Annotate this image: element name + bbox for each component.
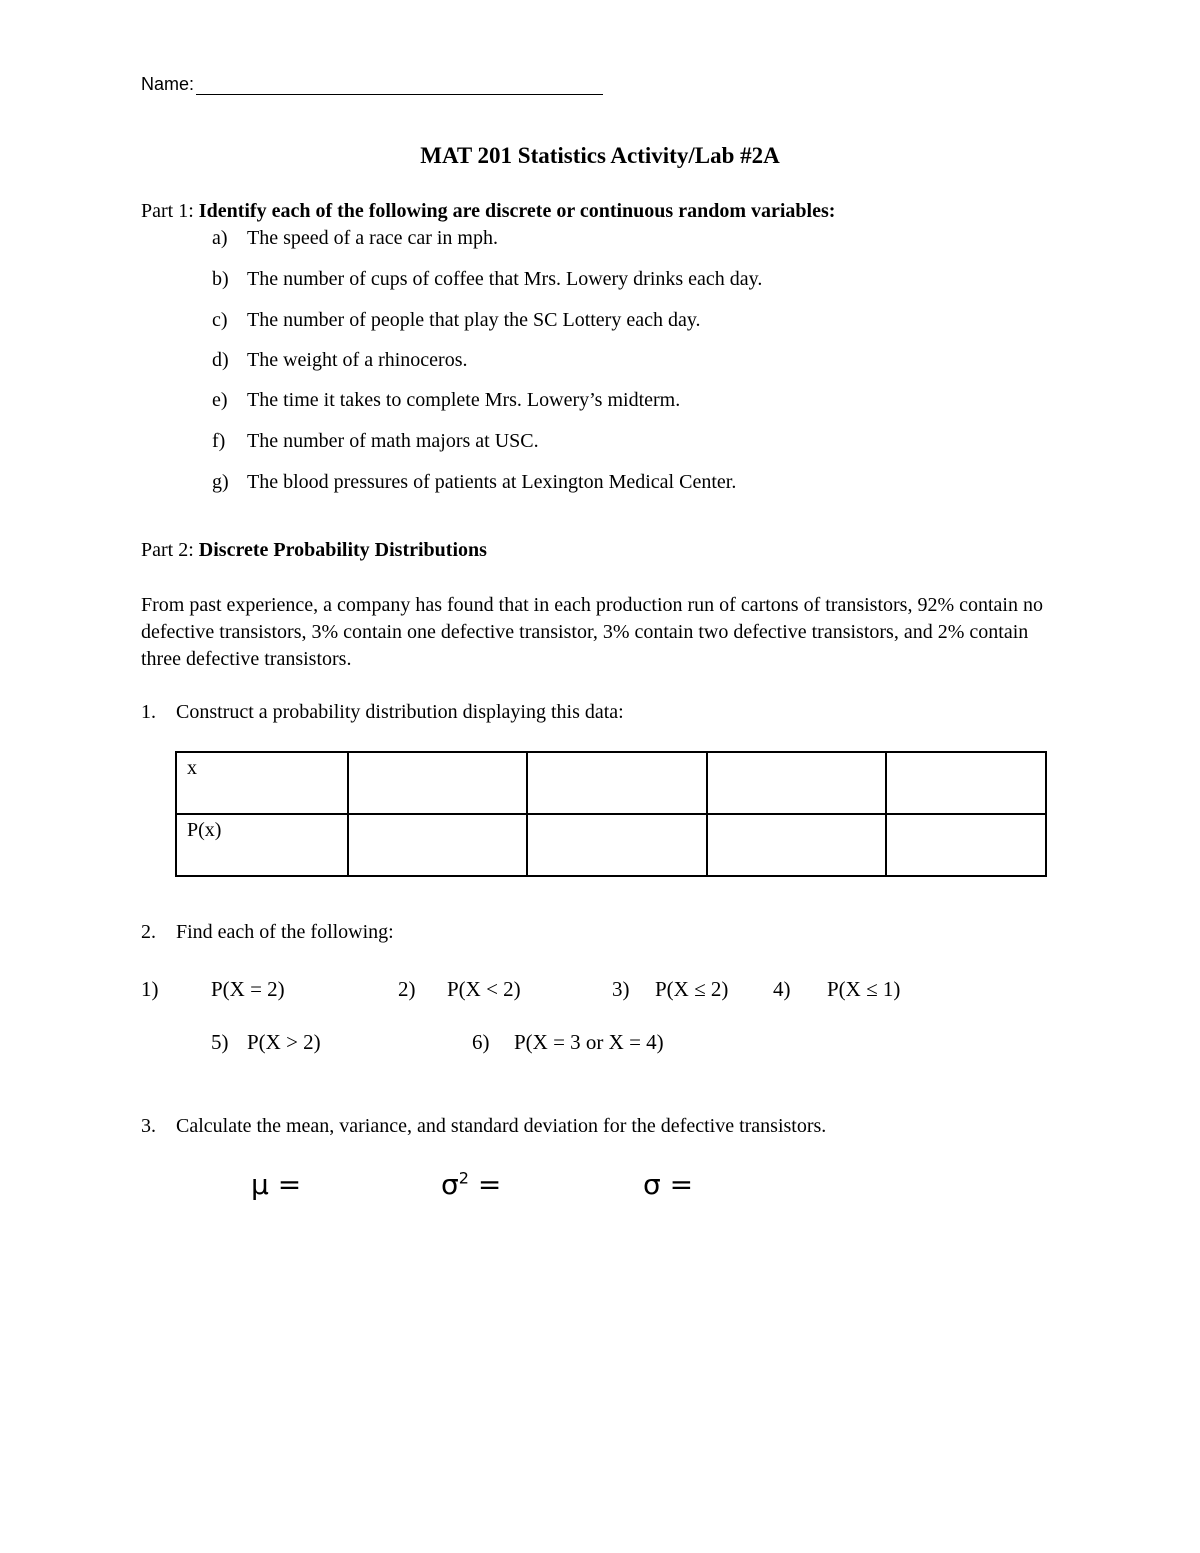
probability-item-num: 3) [612,977,630,1001]
question-3: 3. Calculate the mean, variance, and standard deviation for the defective transistors. [141,1115,827,1137]
variance-label: $\sigma^2$ = [441,1168,502,1201]
blank-cell[interactable] [707,814,887,876]
name-blank-line[interactable] [196,76,603,95]
name-field [141,74,603,95]
table-row [176,752,1046,814]
blank-cell[interactable] [348,814,528,876]
table-row [176,814,1046,876]
std-dev-label: σ = [643,1168,694,1201]
list-item: e) The time it takes to complete Mrs. Lowery’s midterm. [212,389,681,411]
blank-cell[interactable] [886,814,1046,876]
problem-paragraph: From past experience, a company has found that in each production run of cartons of transistors, 92% contain no defective transistors, 3% contain one defective transistor, 3% contain two defective transistors, and 2% contain three defective transistors. [141,594,1043,670]
probability-item-num: 4) [773,977,791,1001]
probability-item-expr: P(X ≤ 2) [655,977,729,1001]
part1-heading [141,200,835,223]
mean-label: μ = [251,1168,302,1201]
blank-cell[interactable] [886,752,1046,814]
list-item: c) The number of people that play the SC Lottery each day. [212,309,701,331]
part2-heading [141,539,487,562]
row-label-x: x [176,752,348,814]
list-item: a) The speed of a race car in mph. [212,227,498,249]
row-label-px: P(x) [176,814,348,876]
part1-instructions: Identify each of the following are discrete or continuous random variables: [198,200,836,222]
probability-item-expr: P(X < 2) [447,977,521,1001]
probability-item-expr: P(X = 2) [211,977,285,1001]
name-label: Name: [141,74,195,94]
blank-cell[interactable] [348,752,528,814]
worksheet-title: MAT 201 Statistics Activity/Lab #2A [420,143,780,168]
list-item: g) The blood pressures of patients at Lexington Medical Center. [212,471,737,493]
question-1: 1. Construct a probability distribution displaying this data: [141,701,624,723]
part2-title: Discrete Probability Distributions [198,539,487,561]
probability-item-num: 2) [398,977,416,1001]
probability-item-num: 5) [211,1030,229,1054]
probability-item-expr: P(X = 3 or X = 4) [514,1030,664,1054]
probability-item-expr: P(X > 2) [247,1030,321,1054]
blank-cell[interactable] [527,814,707,876]
part2-prefix: Part 2: [141,539,194,561]
list-item: f) The number of math majors at USC. [212,430,539,452]
part1-prefix: Part 1: [141,200,194,222]
blank-cell[interactable] [707,752,887,814]
blank-cell[interactable] [527,752,707,814]
probability-item-num: 6) [472,1030,490,1054]
probability-distribution-table [175,751,1047,877]
list-item: b) The number of cups of coffee that Mrs. Lowery drinks each day. [212,268,763,290]
probability-item-num: 1) [141,977,159,1001]
probability-item-expr: P(X ≤ 1) [827,977,901,1001]
list-item: d) The weight of a rhinoceros. [212,349,468,371]
question-2: 2. Find each of the following: [141,921,394,943]
